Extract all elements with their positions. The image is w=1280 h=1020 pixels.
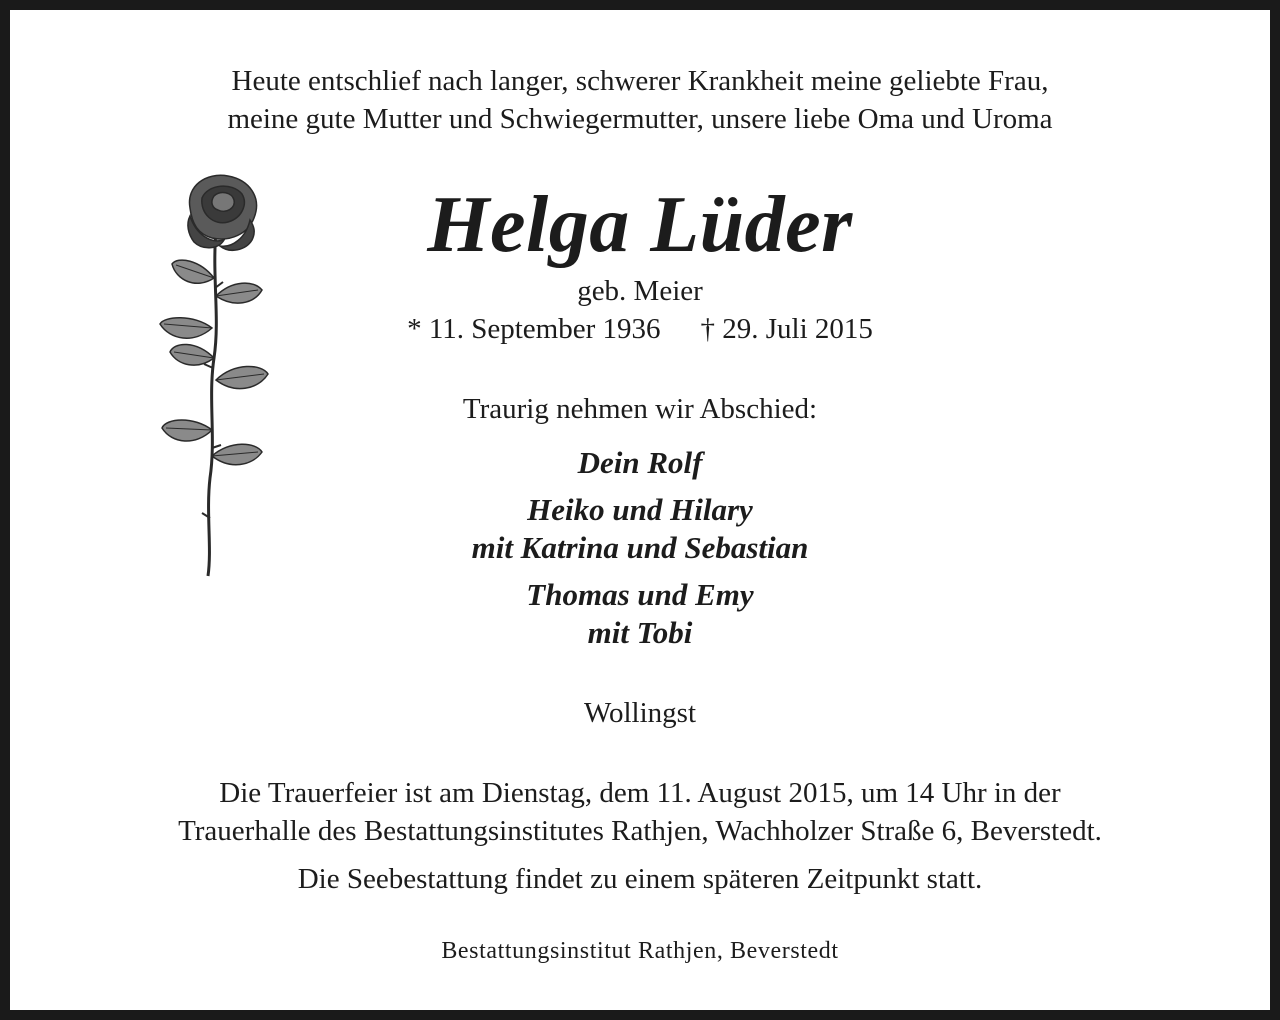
- birth-date: * 11. September 1936: [407, 313, 661, 345]
- mourner-line: Dein Rolf: [577, 445, 703, 480]
- intro-line-2: meine gute Mutter und Schwiegermutter, unsere liebe Oma und Uroma: [227, 103, 1053, 135]
- intro-line-1: Heute entschlief nach langer, schwerer Krankheit meine geliebte Frau,: [231, 65, 1049, 97]
- life-dates: [10, 312, 1270, 346]
- service-line-2: Trauerhalle des Bestattungsinstitutes Rathjen, Wachholzer Straße 6, Beverstedt.: [178, 815, 1102, 847]
- intro-text: [10, 62, 1270, 138]
- service-line-1: Die Trauerfeier ist am Dienstag, dem 11. August 2015, um 14 Uhr in der: [219, 777, 1061, 809]
- sea-burial-info: Die Seebestattung findet zu einem späteren Zeitpunkt statt.: [297, 863, 983, 895]
- maiden-name: geb. Meier: [577, 275, 703, 307]
- farewell-text: Traurig nehmen wir Abschied:: [462, 393, 818, 425]
- death-date: † 29. Juli 2015: [700, 313, 873, 345]
- obituary-notice: [10, 10, 1270, 1010]
- service-info: [10, 774, 1270, 850]
- undertaker-credit: Bestattungsinstitut Rathjen, Beverstedt: [441, 938, 839, 964]
- mourner-line: Thomas und Emy: [526, 577, 754, 612]
- mourner-line: mit Katrina und Sebastian: [471, 530, 809, 565]
- place-name: Wollingst: [583, 697, 697, 729]
- mourner-line: mit Tobi: [587, 615, 693, 650]
- deceased-name: Helga Lüder: [427, 181, 853, 269]
- mourner-line: Heiko und Hilary: [527, 492, 753, 527]
